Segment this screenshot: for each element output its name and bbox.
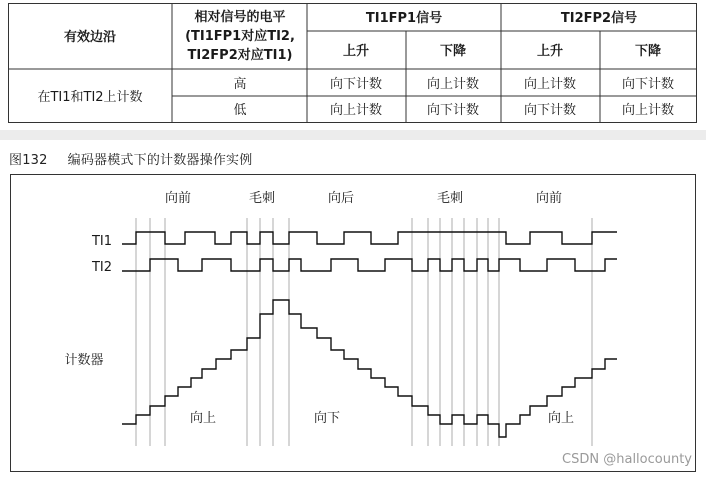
label-forward-1: 向前 — [164, 191, 192, 206]
row2-cell-3: 向下计数 — [523, 103, 577, 118]
header-ti1fp1: TI1FP1信号 — [365, 11, 443, 26]
header-ti1-fall: 下降 — [439, 44, 467, 59]
waveforms — [122, 232, 617, 437]
row1-cell-1: 向下计数 — [329, 77, 383, 92]
header-level-line3: TI2FP2对应TI1) — [187, 48, 293, 63]
figure-caption — [9, 149, 272, 168]
label-jitter-1: 毛刺 — [248, 191, 276, 206]
row1-cell-4: 向下计数 — [621, 77, 675, 92]
label-forward-2: 向前 — [535, 191, 563, 206]
label-up-2: 向上 — [547, 411, 575, 426]
figure-border — [11, 175, 696, 472]
figure-title: 编码器模式下的计数器操作实例 — [67, 153, 253, 168]
ti1-label: TI1 — [91, 234, 113, 249]
row2-level: 低 — [233, 103, 247, 118]
header-level-line1: 相对信号的电平 — [194, 10, 286, 25]
header-ti2fp2: TI2FP2信号 — [560, 11, 638, 26]
header-ti1-rise: 上升 — [342, 44, 370, 59]
row2-cell-1: 向上计数 — [329, 103, 383, 118]
counter-label: 计数器 — [64, 353, 104, 368]
label-backward: 向后 — [327, 191, 355, 206]
header-edge: 有效边沿 — [63, 30, 117, 45]
header-ti2-fall: 下降 — [634, 44, 662, 59]
ti2-waveform — [122, 259, 617, 271]
row1-level: 高 — [233, 77, 247, 92]
row2-cell-4: 向上计数 — [621, 103, 675, 118]
label-down: 向下 — [313, 411, 341, 426]
label-jitter-2: 毛刺 — [436, 191, 464, 206]
encoder-mode-table — [8, 3, 697, 123]
section-separator — [0, 130, 706, 140]
ti1-waveform — [122, 232, 617, 244]
label-up-1: 向上 — [189, 411, 217, 426]
header-level-line2: (TI1FP1对应TI2, — [185, 29, 295, 44]
row1-cell-2: 向上计数 — [426, 77, 480, 92]
row1-cell-3: 向上计数 — [523, 77, 577, 92]
encoder-timing-diagram — [10, 174, 696, 472]
figure-number: 图132 — [9, 153, 48, 168]
row-label: 在TI1和TI2上计数 — [37, 90, 143, 105]
watermark: CSDN @hallocounty — [562, 452, 692, 467]
ti2-label: TI2 — [91, 260, 113, 275]
header-ti2-rise: 上升 — [536, 44, 564, 59]
row2-cell-2: 向下计数 — [426, 103, 480, 118]
